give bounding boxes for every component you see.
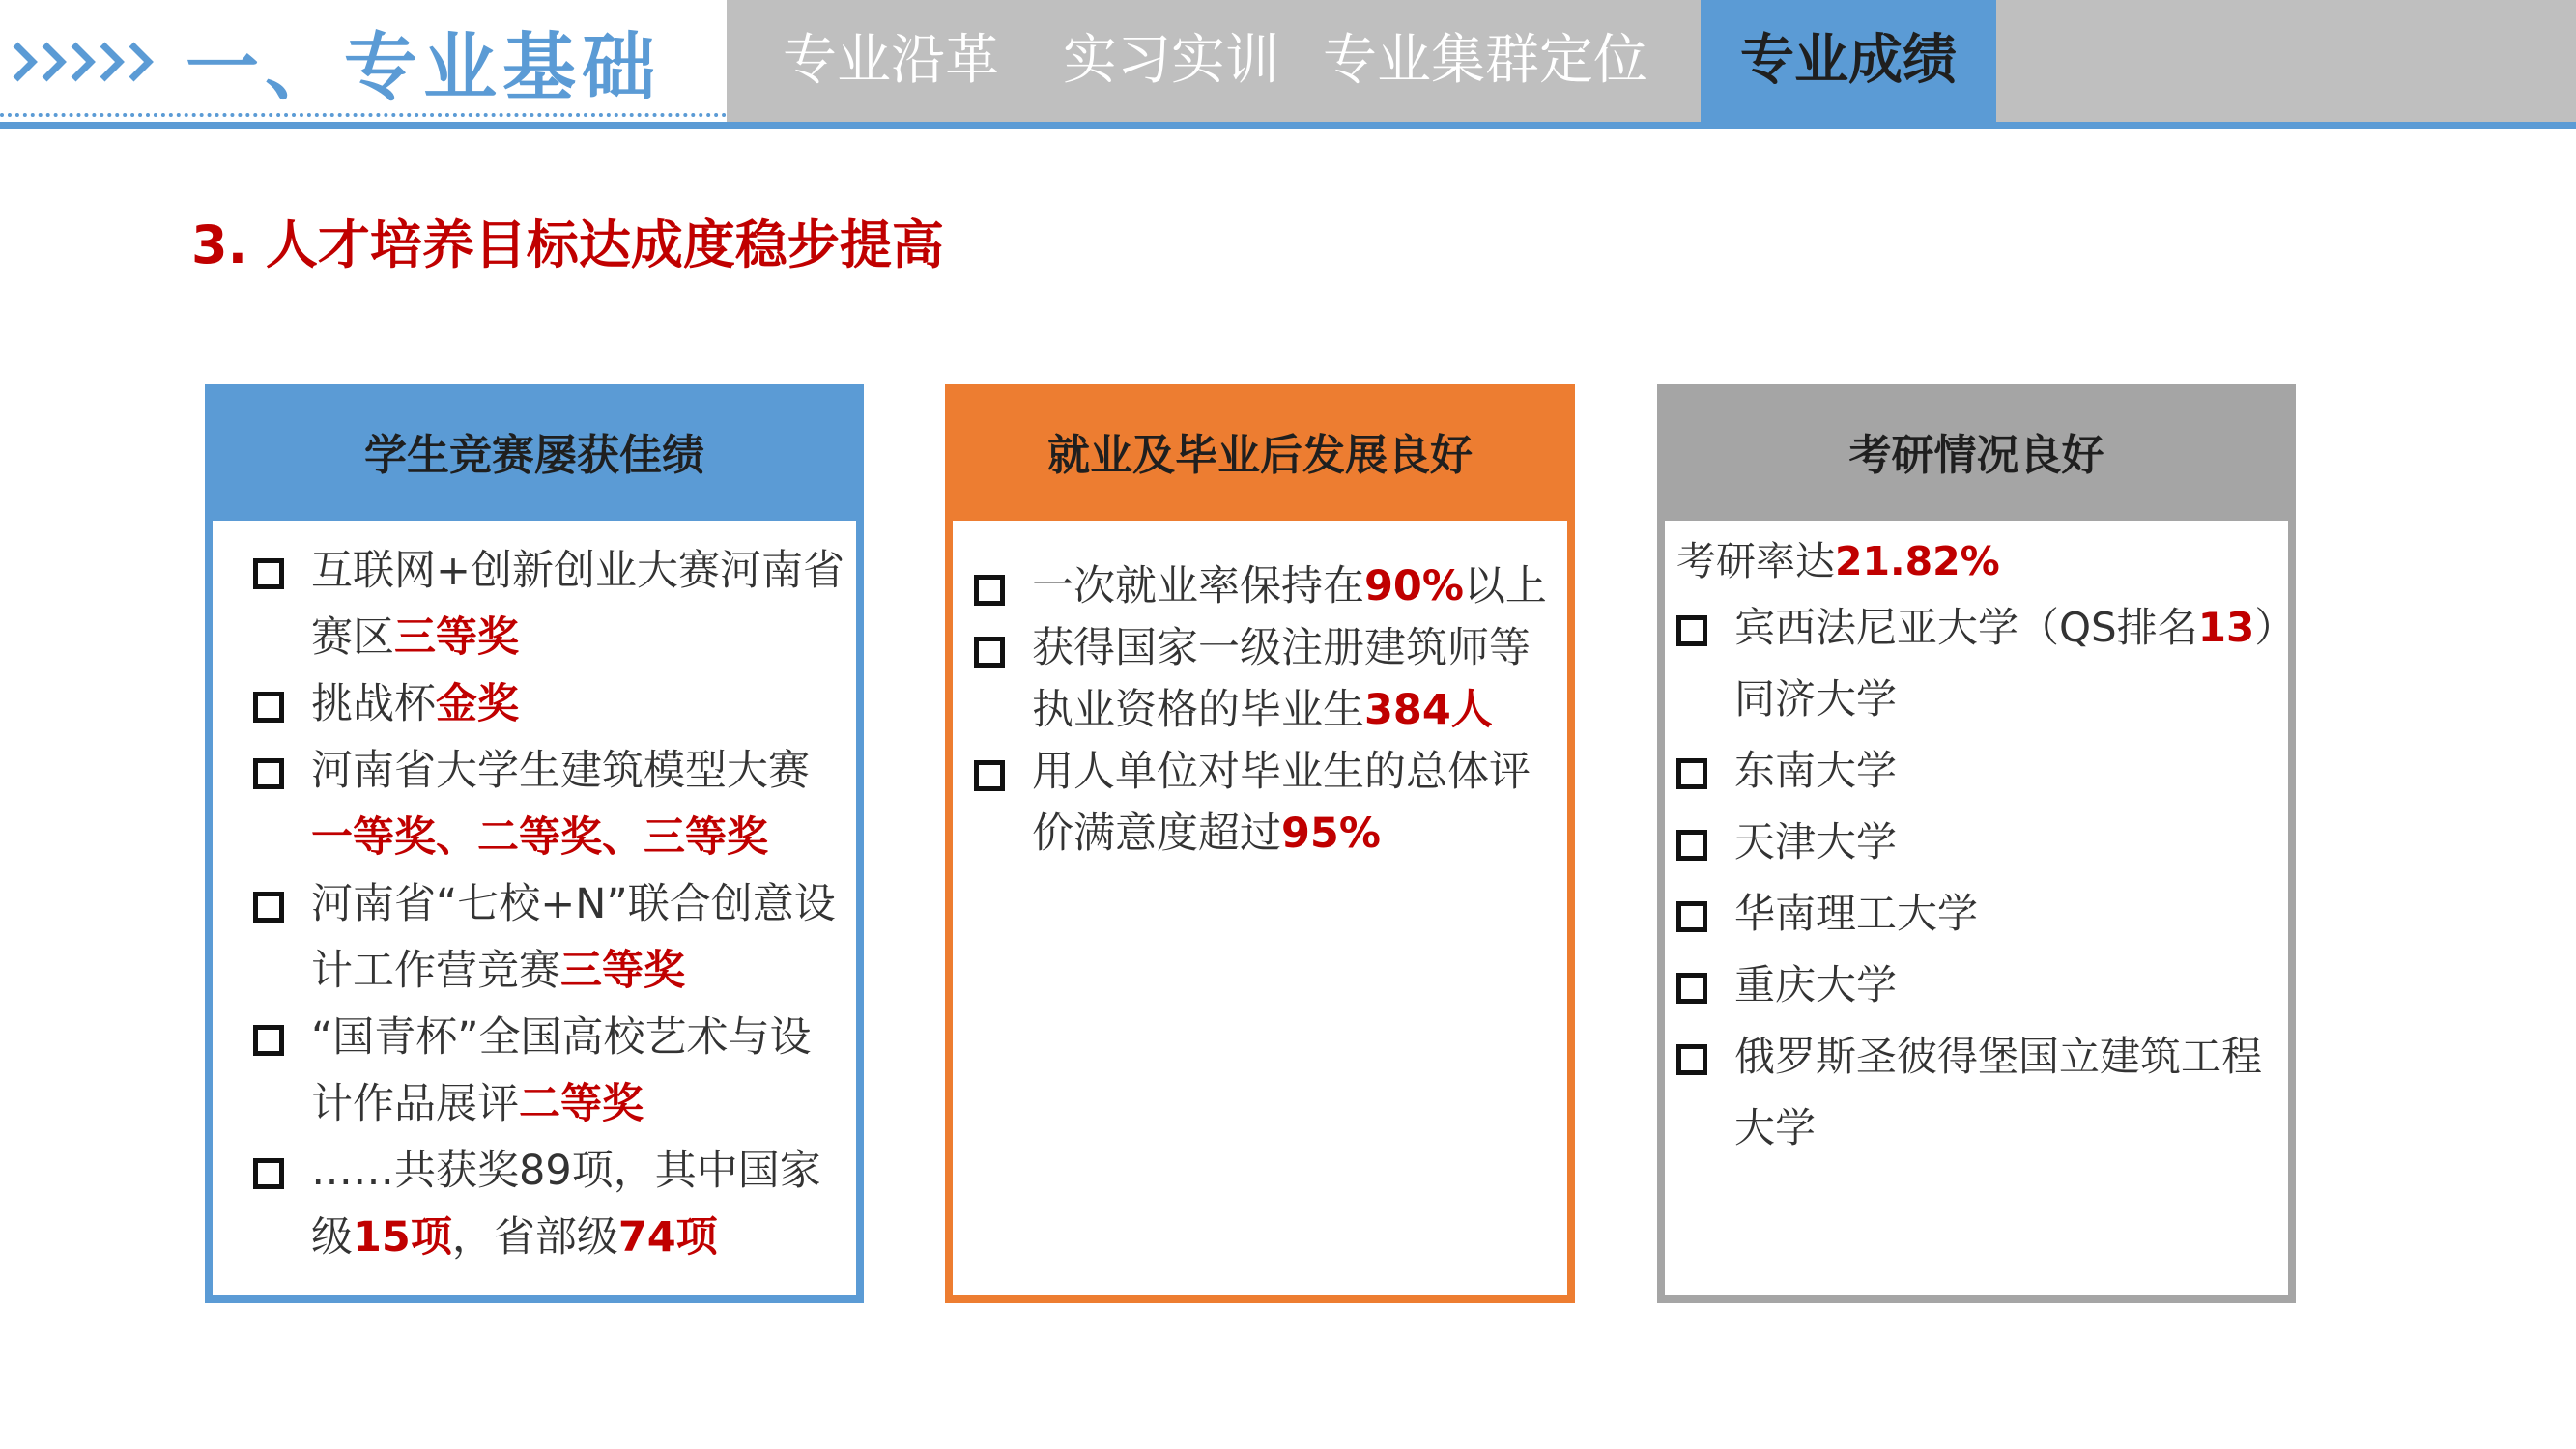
- checkbox-bullet-icon: [1676, 758, 1707, 789]
- list-item: 华南理工大学: [1676, 878, 2282, 950]
- competition-panel: [205, 384, 864, 1303]
- list-item: 宾西法尼亚大学（QS排名13）同济大学: [1676, 592, 2282, 735]
- list-item: 互联网+创新创业大赛河南省赛区三等奖: [253, 538, 846, 671]
- postgraduate-panel: [1657, 384, 2296, 1303]
- checkbox-bullet-icon: [974, 637, 1005, 668]
- checkbox-bullet-icon: [253, 1025, 284, 1056]
- tab-internship[interactable]: 实习实训: [1063, 29, 1279, 92]
- list-item: 用人单位对毕业生的总体评价满意度超过95%: [974, 741, 1558, 865]
- nav-tabs: [727, 0, 2576, 122]
- list-item: 一次就业率保持在90%以上: [974, 555, 1558, 617]
- list-item: 俄罗斯圣彼得堡国立建筑工程大学: [1676, 1021, 2282, 1164]
- postgraduate-rate: 考研率达21.82%: [1676, 538, 2000, 584]
- header-dotted-divider: [0, 113, 727, 117]
- checkbox-bullet-icon: [253, 758, 284, 789]
- list-item: 获得国家一级注册建筑师等执业资格的毕业生384人: [974, 617, 1558, 741]
- checkbox-bullet-icon: [253, 558, 284, 589]
- employment-panel: [945, 384, 1575, 1303]
- tab-history[interactable]: 专业沿革: [783, 29, 999, 92]
- checkbox-bullet-icon: [1676, 901, 1707, 932]
- checkbox-bullet-icon: [253, 892, 284, 923]
- list-item: 东南大学: [1676, 735, 2282, 807]
- checkbox-bullet-icon: [974, 760, 1005, 791]
- header-left: [0, 0, 727, 122]
- panel-title: 就业及毕业后发展良好: [953, 391, 1567, 521]
- list-item: 河南省大学生建筑模型大赛 一等奖、二等奖、三等奖: [253, 738, 846, 871]
- checkbox-bullet-icon: [974, 575, 1005, 606]
- list-item: 挑战杯金奖: [253, 671, 846, 738]
- page-subtitle: 3. 人才培养目标达成度稳步提高: [191, 214, 944, 275]
- list-item: ……共获奖89项，其中国家级15项，省部级74项: [253, 1138, 846, 1271]
- list-item: 重庆大学: [1676, 950, 2282, 1021]
- double-chevron-right-icon: [12, 39, 161, 85]
- panel-body: [953, 521, 1567, 1295]
- tab-cluster-positioning[interactable]: 专业集群定位: [1323, 29, 1647, 92]
- section-title: 一、专业基础: [186, 24, 661, 110]
- panel-body: [213, 521, 856, 1295]
- tab-achievements[interactable]: 专业成绩: [1701, 0, 1996, 122]
- panel-title: 考研情况良好: [1665, 391, 2288, 521]
- panel-body: [1665, 521, 2288, 1295]
- list-item: 天津大学: [1676, 807, 2282, 878]
- checkbox-bullet-icon: [1676, 1044, 1707, 1075]
- panel-title: 学生竞赛屡获佳绩: [213, 391, 856, 521]
- list-item: “国青杯”全国高校艺术与设计作品展评二等奖: [253, 1005, 846, 1138]
- checkbox-bullet-icon: [253, 692, 284, 723]
- checkbox-bullet-icon: [1676, 830, 1707, 861]
- checkbox-bullet-icon: [1676, 615, 1707, 646]
- list-item: 河南省“七校+N”联合创意设计工作营竞赛三等奖: [253, 871, 846, 1005]
- checkbox-bullet-icon: [1676, 973, 1707, 1004]
- checkbox-bullet-icon: [253, 1158, 284, 1189]
- header-underline: [0, 122, 2576, 129]
